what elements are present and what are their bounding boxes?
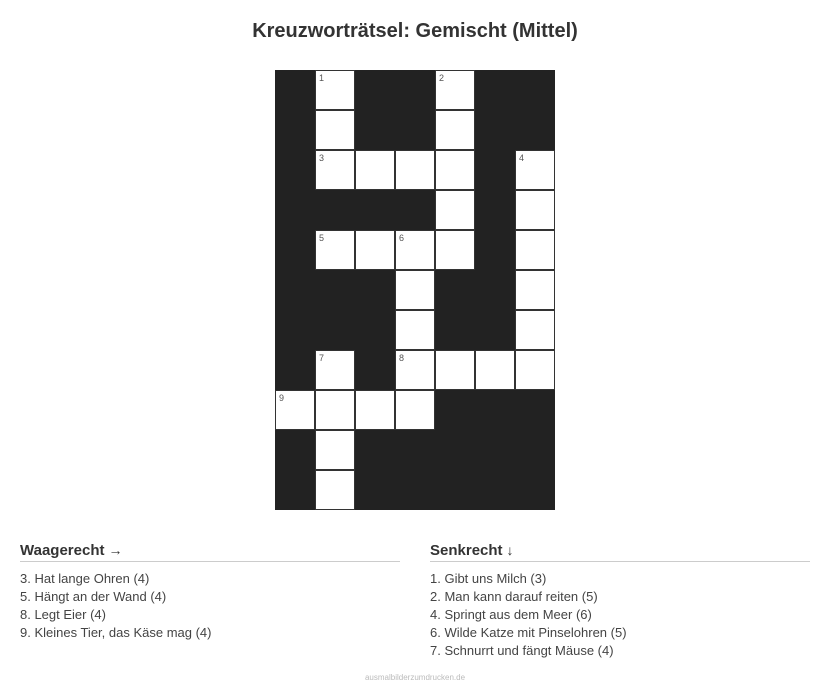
down-clue: 6. Wilde Katze mit Pinselohren (5)	[430, 625, 627, 640]
grid-cell[interactable]	[515, 190, 555, 230]
cell-number: 4	[519, 153, 525, 163]
across-clue: 5. Hängt an der Wand (4)	[20, 589, 167, 604]
down-clue: 1. Gibt uns Milch (3)	[430, 571, 547, 586]
grid-cell[interactable]	[435, 350, 475, 390]
grid-cell[interactable]	[435, 230, 475, 270]
down-clue: 4. Springt aus dem Meer (6)	[430, 607, 592, 622]
grid-cell[interactable]	[315, 470, 355, 510]
grid-cell[interactable]	[315, 230, 355, 270]
grid-cell[interactable]	[315, 70, 355, 110]
across-heading	[20, 540, 400, 562]
down-clues	[430, 540, 810, 660]
grid-cell[interactable]	[355, 230, 395, 270]
cell-number: 9	[279, 393, 285, 403]
grid-cell[interactable]	[435, 190, 475, 230]
right-arrow-icon: →	[108, 542, 123, 558]
down-arrow-icon: ↓	[506, 542, 514, 558]
across-clue: 3. Hat lange Ohren (4)	[20, 571, 150, 586]
grid-cell[interactable]	[515, 230, 555, 270]
crossword-grid	[275, 70, 555, 510]
cell-number: 8	[399, 353, 405, 363]
footer-credit: ausmalbilderzumdrucken.de	[364, 673, 466, 682]
grid-cell[interactable]	[475, 350, 515, 390]
cell-number: 1	[319, 73, 325, 83]
grid-cell[interactable]	[395, 230, 435, 270]
grid-cell[interactable]	[395, 390, 435, 430]
cell-number: 5	[319, 233, 325, 243]
down-clue: 7. Schnurrt und fängt Mäuse (4)	[430, 643, 614, 658]
grid-cell[interactable]	[315, 430, 355, 470]
across-clues	[20, 540, 400, 642]
cell-number: 2	[439, 73, 445, 83]
down-clue: 2. Man kann darauf reiten (5)	[430, 589, 598, 604]
grid-cell[interactable]	[515, 350, 555, 390]
grid-cell[interactable]	[395, 270, 435, 310]
down-heading-label: Senkrecht	[430, 542, 503, 559]
across-heading-label: Waagerecht	[20, 542, 105, 559]
cell-number: 3	[319, 153, 325, 163]
grid-cell[interactable]	[355, 150, 395, 190]
grid-cell[interactable]	[315, 350, 355, 390]
grid-cell[interactable]	[395, 150, 435, 190]
grid-cell[interactable]	[315, 150, 355, 190]
grid-cell[interactable]	[435, 150, 475, 190]
grid-cell[interactable]	[315, 390, 355, 430]
page-title: Kreuzworträtsel: Gemischt (Mittel)	[252, 20, 578, 42]
grid-cell[interactable]	[355, 390, 395, 430]
grid-cell[interactable]	[435, 110, 475, 150]
grid-cell[interactable]	[395, 310, 435, 350]
grid-cell[interactable]	[275, 390, 315, 430]
down-clue-list	[430, 570, 810, 660]
cell-number: 6	[399, 233, 405, 243]
grid-cell[interactable]	[515, 150, 555, 190]
grid-cell[interactable]	[515, 270, 555, 310]
across-clue-list	[20, 570, 400, 642]
grid-cell[interactable]	[395, 350, 435, 390]
cell-number: 7	[319, 353, 325, 363]
grid-cell[interactable]	[515, 310, 555, 350]
grid-cell[interactable]	[435, 70, 475, 110]
down-heading	[430, 540, 810, 562]
across-clue: 8. Legt Eier (4)	[20, 607, 106, 622]
grid-cell[interactable]	[315, 110, 355, 150]
across-clue: 9. Kleines Tier, das Käse mag (4)	[20, 625, 212, 640]
